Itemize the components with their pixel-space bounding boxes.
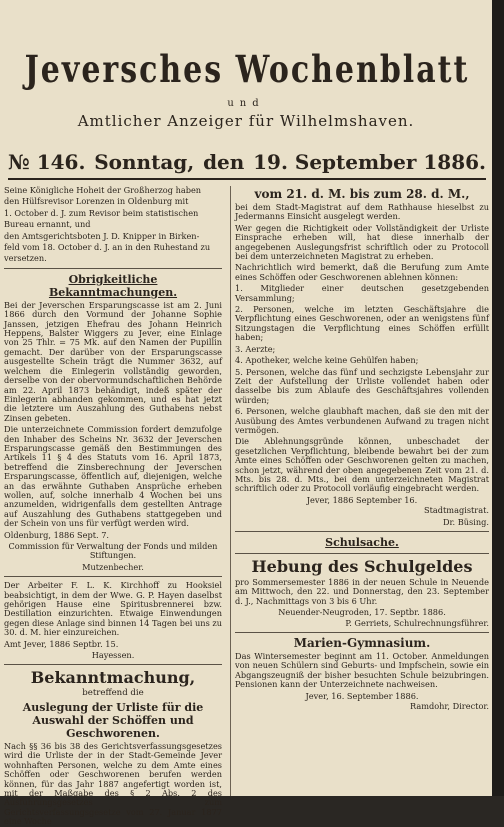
issue-den: den (203, 150, 245, 174)
list-item: 3. Aerzte; (235, 343, 276, 354)
notice-paragraph: Nachrichtlich wird bemerkt, daß die Berufung zum Amte eines Schöffen oder Geschworenen ablehnen können: (235, 262, 489, 282)
list-item: 5. Personen, welche das fünf und sechzigste Lebensjahr zur Zeit der Aufstellung der Urliste vollendet haben oder dasselbe bis zum Ablaufe des Geschäftsjahres vollenden würden; (235, 366, 489, 405)
notice-signature: Stadtmagistrat. (424, 505, 489, 516)
notice-heading: Marien-Gymnasium. (293, 636, 431, 651)
list-item: 2. Personen, welche im letzten Geschäftsjahre die Verpflichtung eines Geschworenen, oder an wenigstens fünf Sitzungstagen die Verpflichtung eines Schöffen erfüllt haben; (235, 304, 489, 343)
court-news-line: versetzen. (4, 253, 47, 264)
court-news-line: den Amtsgerichtsboten J. D. Knipper in Birken- (4, 230, 200, 241)
notice-signature: Commission für Verwaltung der Fonds und milden Stiftungen. (8, 541, 218, 561)
notice-paragraph: bei dem Stadt-Magistrat auf dem Rathhause hieselbst zu Jedermanns Einsicht ausgelegt werden. (235, 202, 489, 222)
notice-heading: Obrigkeitliche Bekanntmachungen. (48, 272, 178, 299)
notice-signature: Ramdohr, Director. (409, 701, 489, 712)
notice-date: Jever, 1886 September 16. (306, 494, 418, 505)
notice-paragraph: Die Ablehnungsgründe können, unbeschadet der gesetzlichen Verpflichtung, bleibende bewahrt bei der zum Amte eines Schöffen oder Geschworenen gelten zu machen, schon jetzt, während der oben angegebenen Zeit vom 21. d. Mts. bis 28. d. Mts., bei dem unterzeichneten Magistrat schriftlich oder zu Protocoll vorläufig eingebracht werden. (235, 436, 489, 494)
notice-date: Oldenburg, 1886 Sept. 7. (4, 529, 110, 540)
notice-paragraph: Die unterzeichnete Commission fordert demzufolge den Inhaber des Scheins Nr. 3632 der Jeverschen Ersparungscasse gemäß den Bestimmungen des Artikels 11 § 4 des Statuts vom 16. April 1873, betreffend die Zinsberechnung der Jeverschen Ersparungscasse, öffentlich auf, diejenigen, welche an das erwähnte Guthaben Ansprüche erheben wollen, auf, solche innerhalb 4 Wochen bei uns anzumelden, widrigenfalls dem gestellten Antrage auf Auszahlung des Guthabens stattgegeben und der Schein von uns für verfügt werden wird. (4, 424, 222, 529)
court-news-line: feld vom 18. October d. J. an in den Ruhestand zu (4, 242, 211, 253)
court-news-line: Seine Königliche Hoheit der Großherzog haben (4, 185, 202, 195)
notice-date: Neuender-Neugroden, 17. Septbr. 1886. (278, 607, 446, 618)
notice-paragraph: Nach §§ 36 bis 38 des Gerichtsverfassungsgesetzes wird die Urliste der in der Stadt-Gemeinde Jever wohnhaften Personen, welche zu dem Amte eines Schöffen oder Geschworenen berufen werden können, für das Jahr 1887 angefertigt worden ist, mit der Maßgabe des § 2 Abs. 2 des Ausführungsgesetzes zum Gerichtsverfassungsgesetze vom 27. Januar 1877 eine Woche (4, 740, 222, 827)
divider (4, 576, 222, 577)
divider (235, 553, 489, 554)
section-heading: Schulsache. (325, 536, 399, 549)
court-news-line: 1. October d. J. zum Revisor beim statistischen (4, 207, 199, 218)
list-item: 4. Apotheker, welche keine Gehülfen haben; (235, 355, 419, 366)
notice-paragraph: Bei der Jeverschen Ersparungscasse ist am 2. Juni 1866 durch den Vormund der Johanne Sophie Janssen, jetzigen Ehefrau des Johann Heinrich Heppens, Balster Wiggers zu Jever, eine Einlage von 25 Thlr. = 75 Mk. auf den Namen der Pupillin gemacht. Der darüber von der Ersparungscasse ausgestellte Schein trägt die Nummer 3632, auf welchem die Einlegerin vollständig geworden, derselbe von der obervormundschaftlichen Behörde am 22. April 1873 behändigt, indeß später der Einlegerin abhanden gekommen, und es hat jetzt die letztere um Auszahlung des Guthabens nebst Zinsen gebeten. (4, 299, 222, 423)
notice-heading: Hebung des Schulgeldes (251, 557, 473, 576)
notice-paragraph: pro Sommersemester 1886 in der neuen Schule in Neuende am Mittwoch, den 22. und Donnerstag, den 23. September d. J., Nachmittags von 3 bis 6 Uhr. (235, 577, 489, 606)
issue-line (8, 150, 486, 180)
notice-paragraph: Der Arbeiter F. L. K. Kirchhoff zu Hooksiel beabsichtigt, in dem der Wwe. G. P. Hayen daselbst gehörigen Hause eine Spiritusbrennerei bzw. Destillation einzurichten. Etwaige Einwendungen gegen diese Anlage sind binnen 14 Tagen bei uns zu 30. d. M. hier einzureichen. (4, 580, 222, 638)
list-item: 1. Mitglieder einer deutschen gesetzgebenden Versammlung; (235, 283, 489, 303)
right-column (230, 186, 489, 796)
notice-subheading: betreffend die (82, 688, 144, 699)
notice-signature: Dr. Büsing. (442, 516, 489, 527)
court-news-line: den Hülfsrevisor Lorenzen in Oldenburg mit (4, 196, 189, 207)
divider (4, 664, 222, 665)
masthead-und: und (227, 98, 265, 109)
court-news-line: Bureau ernannt, und (4, 219, 91, 230)
notice-paragraph: Wer gegen die Richtigkeit oder Vollständigkeit der Urliste Einsprache erheben will, hat diese innerhalb der angegebenen Auslegungsfrist schriftlich oder zu Protocoll bei dem unterzeichneten Magistrat zu erheben. (235, 222, 489, 262)
scan-edge (492, 0, 504, 796)
court-news (4, 186, 222, 264)
notice-heading: Bekanntmachung, (30, 668, 196, 688)
notice-subheading: Auslegung der Urliste für die Auswahl der Schöffen und Geschworenen. (22, 700, 204, 740)
issue-number: № 146. (8, 150, 86, 174)
divider (235, 531, 489, 532)
notice-signature: Hayessen. (91, 650, 135, 661)
notice-date: Amt Jever, 1886 Septbr. 15. (4, 638, 119, 649)
period-heading: vom 21. d. M. bis zum 28. d. M., (254, 187, 470, 201)
divider (4, 268, 222, 269)
notice-signature: P. Gerriets, Schulrechnungsführer. (345, 617, 489, 628)
notice-paragraph: Das Wintersemester beginnt am 11. October. Anmeldungen von neuen Schülern sind Geburts- und Impfschein, sowie ein Abgangszeugniß der bisher besuchten Schule beizubringen. Pensionen kann der Unterzeichnete nachweisen. (235, 651, 489, 690)
masthead-title: Jeversches Wochenblatt (24, 48, 470, 92)
notice-signature: Mutzenbecher. (82, 561, 144, 572)
notice-date: Jever, 16. September 1886. (305, 690, 419, 701)
issue-date: 19. September 1886. (253, 150, 486, 174)
divider (235, 632, 489, 633)
issue-day: Sonntag, (94, 150, 195, 174)
masthead-subtitle: Amtlicher Anzeiger für Wilhelmshaven. (77, 112, 415, 130)
left-column (4, 185, 222, 827)
list-item: 6. Personen, welche glaubhaft machen, daß sie den mit der Ausübung des Amtes verbundenen Aufwand zu tragen nicht vermögen. (235, 406, 489, 435)
